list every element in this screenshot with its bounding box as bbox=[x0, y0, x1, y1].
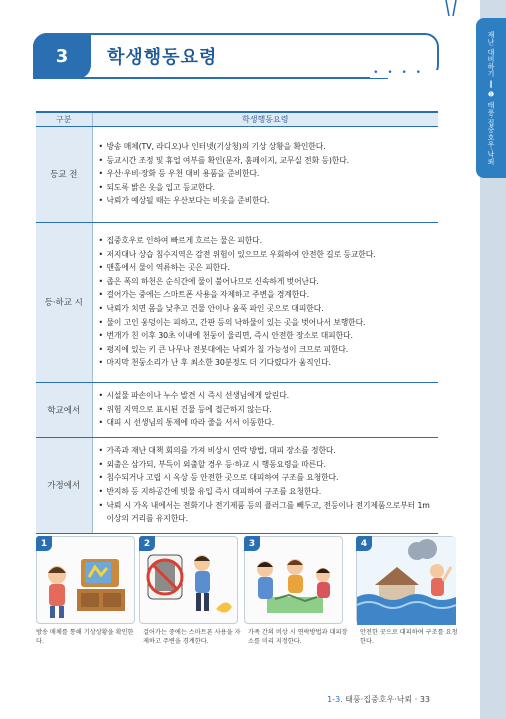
row-items bbox=[92, 126, 438, 222]
list-item: • 마지막 천둥소리가 난 후 최소한 30분정도 더 기다렸다가 움직인다. bbox=[99, 356, 435, 370]
list-item: • 낙뢰가 예상될 때는 우산보다는 비옷을 준비한다. bbox=[99, 194, 435, 208]
tv-weather-icon bbox=[37, 537, 136, 625]
list-item: • 물이 고인 웅덩이는 피하고, 간판 등의 낙하물이 있는 곳을 벗어나서 보행한다. bbox=[99, 316, 435, 330]
list-item: • 대피 시 선생님의 통제에 따라 줄을 서서 이동한다. bbox=[99, 416, 435, 430]
list-item: • 우산·우비·장화 등 우천 대비 용품을 준비한다. bbox=[99, 167, 435, 181]
list-item: • 방송 매체(TV, 라디오)나 인터넷(기상청)의 기상 상황을 확인한다. bbox=[99, 140, 435, 154]
column-header-rules: 학생행동요령 bbox=[92, 112, 438, 126]
illustration-caption: 안전한 곳으로 대피하여 구조를 요청한다. bbox=[360, 629, 458, 645]
illustration-caption: 걸어가는 중에는 스마트폰 사용을 자제하고 주변을 경계한다. bbox=[143, 629, 241, 645]
behavior-table bbox=[36, 111, 438, 534]
list-item: • 맨홀에서 물이 역류하는 곳은 피한다. bbox=[99, 261, 435, 275]
list-item: • 위험 지역으로 표시된 건물 등에 접근하지 않는다. bbox=[99, 403, 435, 417]
table-row bbox=[36, 382, 438, 437]
illustration-number: 3 bbox=[244, 536, 260, 551]
illustration-tv bbox=[36, 536, 135, 624]
section-header bbox=[33, 33, 439, 79]
page-title: 학생행동요령 bbox=[107, 47, 218, 68]
illustration-flood bbox=[356, 536, 455, 624]
list-item: • 낙뢰 시 가옥 내에서는 전화기나 전기제품 등의 플러그를 빼두고, 전등이나 전기제품으로부터 1m 이상의 거리를 유지한다. bbox=[99, 499, 435, 526]
binder-clip-icon bbox=[443, 0, 459, 18]
footer-section-number: 1-3. bbox=[327, 695, 343, 704]
side-tab-label: 재난 대비하기 ‖ ❶ 태풍·집중호우·낙뢰 bbox=[487, 31, 495, 165]
row-category: 등교 전 bbox=[36, 126, 92, 222]
page-number: 33 bbox=[419, 695, 430, 704]
list-item: • 평지에 있는 키 큰 나무나 전봇대에는 낙뢰가 칠 가능성이 크므로 피한다. bbox=[99, 343, 435, 357]
list-item: • 걸어가는 중에는 스마트폰 사용을 자제하고 주변을 경계한다. bbox=[99, 288, 435, 302]
footer-separator: · bbox=[414, 695, 418, 704]
page-footer bbox=[327, 694, 430, 705]
header-dots: • • • • bbox=[370, 68, 427, 78]
no-phone-icon bbox=[140, 537, 239, 625]
row-category: 학교에서 bbox=[36, 382, 92, 437]
table-row bbox=[36, 222, 438, 382]
list-item: • 반지하 등 지하공간에 빗물 유입 즉시 대피하여 구조를 요청한다. bbox=[99, 485, 435, 499]
list-item: • 번개가 친 이후 30초 이내에 천둥이 울리면, 즉시 안전한 장소로 대피한다. bbox=[99, 329, 435, 343]
table-row bbox=[36, 126, 438, 222]
illustration-caption: 방송 매체를 통해 기상상황을 확인한다. bbox=[36, 629, 134, 645]
footer-section-title: 태풍·집중호우·낙뢰 bbox=[342, 695, 413, 704]
illustration-phone bbox=[139, 536, 238, 624]
row-items bbox=[92, 222, 438, 382]
list-item: • 되도록 밝은 옷을 입고 등교한다. bbox=[99, 181, 435, 195]
list-item: • 좁은 폭의 하천은 순식간에 물이 불어나므로 신속하게 벗어난다. bbox=[99, 275, 435, 289]
list-item: • 등교시간 조정 및 휴업 여부를 확인(문자, 홈페이지, 교무실 전화 등)한다. bbox=[99, 154, 435, 168]
list-item: • 가족과 재난 대책 회의를 가져 비상시 연락 방법, 대피 장소를 정한다. bbox=[99, 444, 435, 458]
list-item: • 시설물 파손이나 누수 발견 시 즉시 선생님에게 알린다. bbox=[99, 389, 435, 403]
table-header-row bbox=[36, 112, 438, 126]
family-meeting-icon bbox=[245, 537, 344, 625]
column-header-category: 구분 bbox=[36, 112, 92, 126]
illustration-number: 2 bbox=[139, 536, 155, 551]
list-item: • 집중호우로 인하여 빠르게 흐르는 물은 피한다. bbox=[99, 234, 435, 248]
list-item: • 낙뢰가 치면 몸을 낮추고 건물 안이나 움푹 파인 곳으로 대피한다. bbox=[99, 302, 435, 316]
illustration-caption: 가족 간의 비상 시 연락방법과 대피장소를 미리 지정한다. bbox=[248, 629, 348, 645]
table-row bbox=[36, 437, 438, 533]
list-item: • 외출은 삼가되, 부득이 외출할 경우 등·하교 시 행동요령을 따른다. bbox=[99, 458, 435, 472]
row-category: 등·하교 시 bbox=[36, 222, 92, 382]
flood-rescue-icon bbox=[357, 537, 456, 625]
row-category: 가정에서 bbox=[36, 437, 92, 533]
chapter-side-tab[interactable] bbox=[476, 18, 506, 178]
list-item: • 저지대나 상습 침수지역은 감전 위험이 있으므로 우회하여 안전한 길로 등교한다. bbox=[99, 248, 435, 262]
illustration-family bbox=[244, 536, 343, 624]
section-number-badge: 3 bbox=[33, 33, 91, 79]
list-item: • 침수되거나 고립 시 옥상 등 안전한 곳으로 대피하여 구조를 요청한다. bbox=[99, 471, 435, 485]
illustration-number: 1 bbox=[36, 536, 52, 551]
row-items bbox=[92, 437, 438, 533]
row-items bbox=[92, 382, 438, 437]
illustration-number: 4 bbox=[356, 536, 372, 551]
